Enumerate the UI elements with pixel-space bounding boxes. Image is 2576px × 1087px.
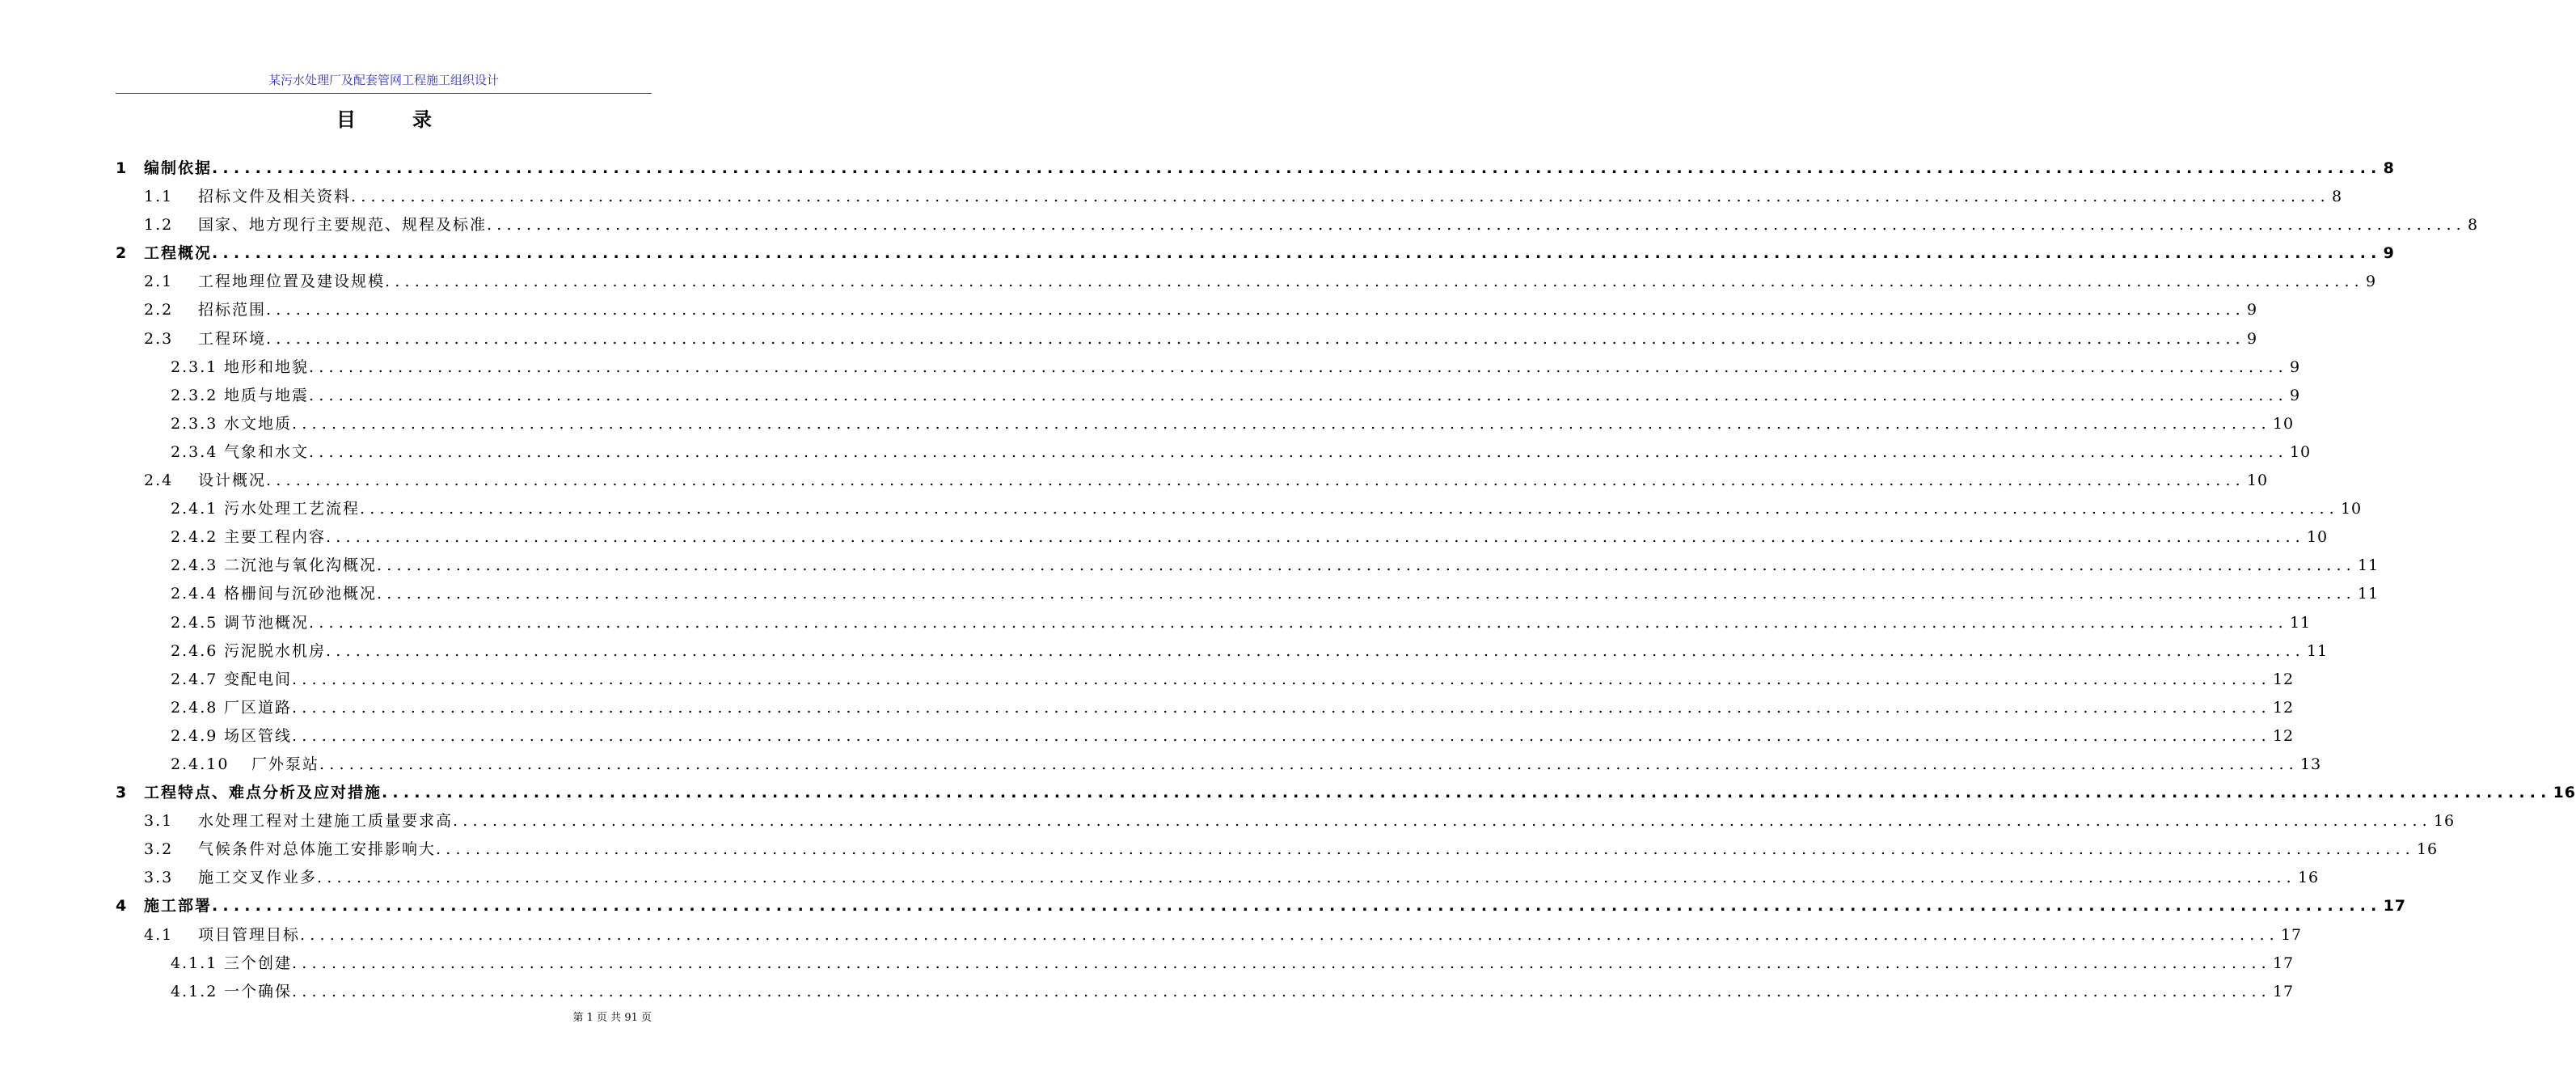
toc-entry[interactable]: [116, 923, 2303, 951]
toc-dot-leader: ........................................................................................................................................................................................................: [266, 472, 2245, 490]
toc-dot-leader: ........................................................................................................................................................................................................: [292, 982, 2271, 1000]
toc-entry[interactable]: [116, 780, 2576, 809]
toc-entry-title: 气象和水文: [224, 442, 310, 461]
toc-entry-page: 9: [2383, 244, 2395, 263]
toc-entry[interactable]: [116, 156, 2395, 184]
toc-entry-number: 2.4.2: [171, 528, 218, 547]
toc-entry[interactable]: [116, 582, 2380, 610]
toc-entry-number: 3.3: [144, 869, 174, 887]
toc-entry-title: 二沉池与氧化沟概况: [224, 556, 378, 575]
toc-entry-page: 10: [2246, 472, 2269, 490]
toc-entry-number: 2.4.8: [171, 698, 218, 717]
toc-entry-title: 工程概况: [144, 244, 213, 263]
toc-entry-page: 11: [2357, 585, 2380, 603]
page-footer: 第 1 页 共 91 页: [572, 1012, 652, 1024]
toc-entry-page: 10: [2340, 500, 2363, 518]
toc-entry-page: 16: [2297, 869, 2320, 887]
toc-entry[interactable]: [116, 979, 2295, 1008]
toc-entry[interactable]: [116, 752, 2322, 780]
toc-entry[interactable]: [116, 184, 2343, 213]
toc-entry[interactable]: [116, 468, 2269, 497]
toc-entry-title: 编制依据: [144, 159, 213, 177]
toc-entry-title: 国家、地方现行主要规范、规程及标准: [198, 216, 488, 235]
toc-dot-leader: ........................................................................................................................................................................................................: [319, 755, 2299, 773]
toc-entry-title: 格栅间与沉砂池概况: [224, 585, 378, 603]
toc-entry-page: 11: [2306, 641, 2329, 660]
toc-entry-number: 2.4: [144, 472, 174, 490]
toc-entry-number: 2.4.6: [171, 641, 218, 660]
toc-dot-leader: ........................................................................................................................................................................................................: [292, 414, 2271, 433]
toc-entry-number: 1.2: [144, 216, 174, 235]
toc-dot-leader: ........................................................................................................................................................................................................: [266, 329, 2245, 348]
toc-entry-page: 9: [2246, 301, 2258, 319]
toc-title-left: 目: [336, 108, 356, 131]
toc-entry-number: 2.4.1: [171, 500, 218, 518]
toc-entry[interactable]: [116, 269, 2377, 298]
toc-entry-number: 2.3.3: [171, 414, 218, 433]
header-divider: [116, 93, 652, 94]
toc-entry[interactable]: [116, 412, 2295, 440]
toc-entry-number: 2.4.9: [171, 726, 218, 745]
toc-entry-number: 2.4.5: [171, 613, 218, 632]
toc-entry-page: 11: [2289, 613, 2312, 632]
toc-entry-title: 污泥脱水机房: [224, 641, 327, 660]
toc-dot-leader: ........................................................................................................................................................................................................: [212, 897, 2382, 916]
toc-dot-leader: ........................................................................................................................................................................................................: [385, 273, 2364, 291]
toc-entry[interactable]: [116, 809, 2456, 837]
toc-entry[interactable]: [116, 724, 2295, 752]
toc-entry-number: 2.4.7: [171, 670, 218, 688]
toc-entry[interactable]: [116, 553, 2380, 582]
toc-dot-leader: ........................................................................................................................................................................................................: [382, 784, 2552, 802]
toc-entry-page: 12: [2272, 726, 2295, 745]
toc-entry[interactable]: [116, 241, 2395, 269]
toc-entry-number: 2: [116, 244, 129, 263]
toc-entry-number: 2.2: [144, 301, 174, 319]
toc-entry-page: 16: [2433, 812, 2456, 831]
toc-dot-leader: ........................................................................................................................................................................................................: [317, 869, 2296, 887]
toc-entry[interactable]: [116, 383, 2301, 412]
toc-entry-number: 2.3.1: [171, 357, 218, 376]
toc-entry-number: 2.3.4: [171, 442, 218, 461]
toc-entry[interactable]: [116, 667, 2295, 696]
toc-entry-title: 三个创建: [224, 954, 293, 972]
toc-entry[interactable]: [116, 639, 2329, 667]
toc-dot-leader: ........................................................................................................................................................................................................: [309, 613, 2288, 632]
toc-entry-page: 16: [2416, 840, 2439, 859]
toc-entry-page: 9: [2289, 386, 2301, 404]
toc-dot-leader: ........................................................................................................................................................................................................: [377, 556, 2356, 575]
toc-dot-leader: ........................................................................................................................................................................................................: [377, 585, 2356, 603]
toc-dot-leader: ........................................................................................................................................................................................................: [292, 954, 2271, 972]
toc-entry[interactable]: [116, 327, 2258, 355]
toc-entry-page: 12: [2272, 670, 2295, 688]
toc-entry-title: 招标范围: [198, 301, 267, 319]
toc-entry-title: 调节池概况: [224, 613, 310, 632]
toc-entry-title: 项目管理目标: [198, 925, 301, 944]
toc-entry-page: 10: [2289, 442, 2312, 461]
toc-entry-title: 施工部署: [144, 897, 213, 916]
toc-entry[interactable]: [116, 837, 2439, 865]
toc-entry[interactable]: [116, 894, 2407, 922]
toc-entry-page: 17: [2383, 897, 2407, 916]
toc-dot-leader: ........................................................................................................................................................................................................: [360, 500, 2339, 518]
toc-entry-title: 场区管线: [224, 726, 293, 745]
toc-dot-leader: ........................................................................................................................................................................................................: [309, 442, 2288, 461]
toc-entry-number: 3.1: [144, 812, 174, 831]
toc-entry-number: 2.4.3: [171, 556, 218, 575]
toc-entry-page: 10: [2272, 414, 2295, 433]
toc-entry-page: 17: [2272, 982, 2295, 1000]
toc-title-right: 录: [412, 108, 432, 131]
toc-entry[interactable]: [116, 696, 2295, 724]
toc-entry-number: 2.4.4: [171, 585, 218, 603]
toc-entry-title: 水处理工程对土建施工质量要求高: [198, 812, 454, 831]
toc-dot-leader: ........................................................................................................................................................................................................: [309, 386, 2288, 404]
toc-entry-page: 16: [2553, 784, 2576, 802]
toc-entry-title: 变配电间: [224, 670, 293, 688]
table-of-contents: [116, 156, 2576, 1008]
toc-entry-number: 4.1.1: [171, 954, 218, 972]
toc-entry-title: 工程环境: [198, 329, 267, 348]
toc-entry[interactable]: [116, 298, 2258, 326]
toc-entry-number: 2.3: [144, 329, 174, 348]
toc-entry-title: 一个确保: [224, 982, 293, 1000]
toc-dot-leader: ........................................................................................................................................................................................................: [212, 159, 2382, 177]
toc-entry-number: 4: [116, 897, 129, 916]
toc-entry-page: 17: [2272, 954, 2295, 972]
toc-dot-leader: ........................................................................................................................................................................................................: [453, 812, 2432, 831]
toc-entry-number: 4.1.2: [171, 982, 218, 1000]
toc-entry-page: 11: [2357, 556, 2380, 575]
toc-dot-leader: ........................................................................................................................................................................................................: [326, 641, 2305, 660]
toc-dot-leader: ........................................................................................................................................................................................................: [300, 925, 2279, 944]
toc-dot-leader: ........................................................................................................................................................................................................: [487, 216, 2466, 235]
toc-entry-title: 厂区道路: [224, 698, 293, 717]
toc-dot-leader: ........................................................................................................................................................................................................: [292, 726, 2271, 745]
toc-entry[interactable]: [116, 355, 2301, 383]
toc-entry[interactable]: [116, 951, 2295, 979]
toc-dot-leader: ........................................................................................................................................................................................................: [436, 840, 2415, 859]
toc-entry-page: 12: [2272, 698, 2295, 717]
toc-entry-title: 施工交叉作业多: [198, 869, 318, 887]
toc-dot-leader: ........................................................................................................................................................................................................: [326, 528, 2305, 547]
toc-entry-number: 2.4.10: [171, 755, 230, 773]
toc-entry[interactable]: [116, 440, 2312, 468]
toc-entry-page: 9: [2365, 273, 2377, 291]
toc-entry[interactable]: [116, 525, 2329, 553]
toc-dot-leader: ........................................................................................................................................................................................................: [351, 188, 2330, 206]
toc-entry-title: 地质与地震: [224, 386, 310, 404]
toc-title: [0, 104, 768, 132]
toc-entry-number: 4.1: [144, 925, 174, 944]
toc-entry-title: 气候条件对总体施工安排影响大: [198, 840, 437, 859]
toc-entry-page: 9: [2246, 329, 2258, 348]
toc-entry-number: 1.1: [144, 188, 174, 206]
toc-entry-page: 13: [2299, 755, 2322, 773]
toc-entry-page: 8: [2467, 216, 2479, 235]
toc-entry-number: 3: [116, 784, 129, 802]
toc-entry-page: 8: [2331, 188, 2343, 206]
toc-entry[interactable]: [116, 865, 2320, 894]
running-header: 某污水处理厂及配套管网工程施工组织设计: [268, 73, 499, 87]
toc-entry-page: 9: [2289, 357, 2301, 376]
toc-entry-title: 厂外泵站: [251, 755, 320, 773]
toc-entry-page: 10: [2306, 528, 2329, 547]
toc-entry-title: 招标文件及相关资料: [198, 188, 352, 206]
toc-dot-leader: ........................................................................................................................................................................................................: [212, 244, 2382, 263]
toc-entry-title: 工程特点、难点分析及应对措施: [144, 784, 382, 802]
toc-dot-leader: ........................................................................................................................................................................................................: [309, 357, 2288, 376]
toc-entry-title: 污水处理工艺流程: [224, 500, 361, 518]
toc-entry-number: 3.2: [144, 840, 174, 859]
toc-dot-leader: ........................................................................................................................................................................................................: [266, 301, 2245, 319]
toc-entry-number: 2.3.2: [171, 386, 218, 404]
toc-entry[interactable]: [116, 213, 2479, 241]
toc-entry-title: 工程地理位置及建设规模: [198, 273, 386, 291]
toc-entry-page: 8: [2383, 159, 2395, 177]
toc-entry-title: 主要工程内容: [224, 528, 327, 547]
toc-entry-title: 地形和地貌: [224, 357, 310, 376]
toc-entry-number: 2.1: [144, 273, 174, 291]
toc-entry-page: 17: [2280, 925, 2303, 944]
toc-entry-title: 设计概况: [198, 472, 267, 490]
toc-entry-title: 水文地质: [224, 414, 293, 433]
toc-dot-leader: ........................................................................................................................................................................................................: [292, 698, 2271, 717]
toc-entry[interactable]: [116, 497, 2363, 525]
toc-dot-leader: ........................................................................................................................................................................................................: [292, 670, 2271, 688]
toc-entry[interactable]: [116, 611, 2312, 639]
toc-entry-number: 1: [116, 159, 129, 177]
